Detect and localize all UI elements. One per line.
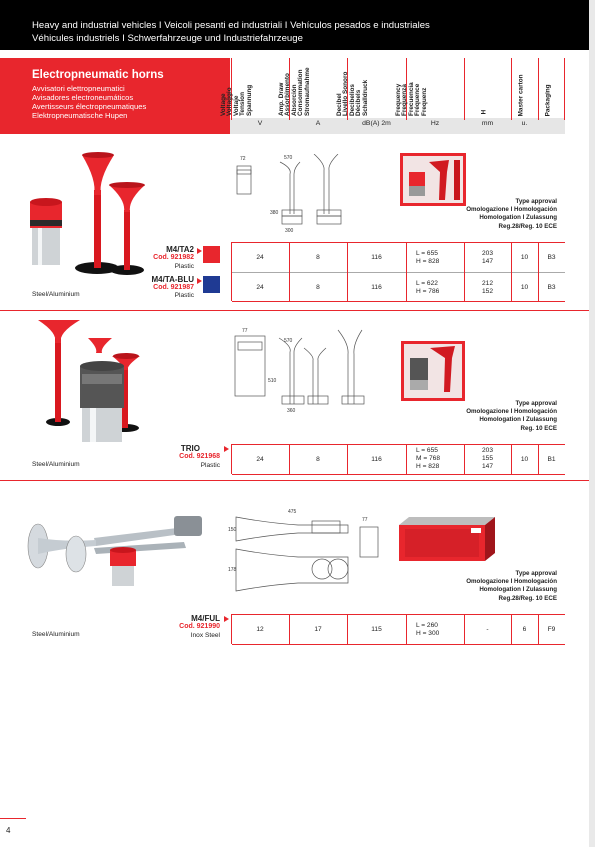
cell-frequency (416, 250, 439, 266)
packaging-box-image (399, 152, 467, 207)
type-approval-reg: Reg.28/Reg. 10 ECE (498, 594, 557, 602)
cell-voltage: 24 (256, 456, 264, 463)
product-material-tag: Inox Steel (190, 632, 220, 639)
freq-line: L = 622 (416, 280, 438, 287)
col-label: Décibels (355, 89, 363, 116)
cell-db: 116 (371, 254, 382, 261)
row-divider (232, 474, 565, 475)
col-label: Tension (238, 91, 246, 116)
cell-pack: F9 (547, 626, 556, 633)
type-approval-langs: Homologation I Zulassung (479, 214, 557, 222)
dim-label: 72 (240, 156, 246, 162)
col-divider (289, 614, 290, 644)
cell-frequency (416, 622, 439, 638)
col-label: Amp. Draw (277, 82, 285, 116)
freq-line: H = 828 (416, 258, 440, 265)
dim-label: 77 (362, 517, 368, 523)
section-subtitle: Avisadores electroneumáticos (32, 93, 134, 102)
row-divider (232, 242, 565, 243)
type-approval-block (466, 198, 557, 231)
technical-drawing (232, 154, 357, 234)
dim-label: 178 (228, 567, 237, 573)
cell-carton: 10 (520, 254, 529, 261)
product-code: Cod. 921990 (179, 623, 220, 630)
section-divider (0, 310, 589, 311)
section-title: Electropneumatic horns (32, 69, 164, 81)
page-number: 4 (6, 826, 11, 835)
twin-horn-compressor-image (22, 150, 152, 280)
col-label: Schalldruck (361, 79, 369, 116)
dim-label: 300 (285, 228, 294, 234)
cell-voltage: 24 (256, 254, 264, 261)
technical-drawing (228, 505, 393, 605)
header-line-1: Heavy and industrial vehicles I Veicoli pesanti ed industriali I Vehículos pesados e industriales (32, 20, 430, 31)
cell-carton: 10 (520, 284, 529, 291)
col-divider (464, 444, 465, 474)
type-approval-title: Type approval (515, 400, 557, 407)
h-line: 212 (481, 280, 493, 287)
col-label: Frequenz (420, 87, 428, 116)
product-material-tag: Plastic (200, 462, 220, 469)
dim-label: 77 (242, 328, 248, 334)
row-divider (232, 272, 565, 273)
cell-h (464, 280, 511, 296)
cell-db: 116 (371, 284, 382, 291)
unit-frequency: Hz (430, 120, 440, 127)
packaging-box-image (400, 340, 466, 402)
product-code: Cod. 921968 (179, 453, 220, 460)
col-divider (231, 242, 232, 301)
freq-line: L = 655 (416, 250, 438, 257)
col-label: Voltage (219, 93, 227, 116)
row-divider (232, 614, 565, 615)
chrome-horn-compressor-image (24, 506, 204, 606)
color-swatch-blue (203, 276, 220, 293)
unit-decibel: dB(A) 2m (362, 120, 391, 127)
product-model: M4/TA2 (166, 245, 194, 254)
col-divider (347, 242, 348, 301)
cell-db: 115 (371, 626, 382, 633)
cell-pack: B3 (547, 284, 556, 291)
cell-h (464, 250, 511, 266)
col-divider (511, 614, 512, 644)
header-line-2: Véhicules industriels I Schwerfahrzeuge und Industriefahrzeuge (32, 33, 303, 44)
cell-amp: 8 (316, 284, 320, 291)
trio-horn-compressor-image (30, 318, 160, 448)
col-divider (511, 444, 512, 474)
col-frequency (394, 58, 464, 120)
top-banner (0, 0, 595, 50)
unit-amp: A (315, 120, 321, 127)
type-approval-langs: Homologation I Zulassung (479, 586, 557, 594)
col-divider (511, 242, 512, 301)
col-divider (538, 614, 539, 644)
type-approval-block (466, 570, 557, 603)
row-divider (232, 301, 565, 302)
cell-voltage: 24 (256, 284, 264, 291)
dim-label: 360 (287, 408, 296, 414)
col-divider (538, 242, 539, 301)
col-label: Stromaufnahme (303, 67, 311, 116)
section-header (0, 58, 230, 134)
dim-label: 570 (284, 338, 293, 344)
col-label: Frequenza (400, 84, 408, 116)
cell-pack: B1 (547, 456, 556, 463)
color-swatch-red (203, 246, 220, 263)
row-arrow-icon (224, 446, 229, 452)
col-divider (538, 444, 539, 474)
col-label: Absorción (290, 84, 298, 116)
freq-line: L = 655 (416, 447, 438, 454)
cell-h: - (486, 626, 489, 633)
product-code: Cod. 921982 (153, 254, 194, 261)
row-arrow-icon (224, 616, 229, 622)
col-label: Fréquence (413, 83, 421, 116)
col-label: Voltaggio (225, 87, 233, 116)
type-approval-langs: Omologazione I Homologación (466, 578, 557, 586)
col-label: Decibelios (348, 84, 356, 116)
product-material-tag: Plastic (174, 292, 194, 299)
packaging-box-image (397, 515, 497, 565)
unit-h: mm (481, 120, 494, 127)
type-approval-reg: Reg.28/Reg. 10 ECE (498, 222, 557, 230)
material-label: Steel/Aluminium (32, 461, 80, 468)
col-packaging (538, 58, 565, 120)
freq-line: M = 768 (416, 455, 441, 462)
dim-label: 475 (288, 509, 297, 515)
col-label: Frequency (394, 83, 402, 116)
type-approval-title: Type approval (515, 570, 557, 577)
freq-line: H = 828 (416, 463, 440, 470)
row-divider (232, 444, 565, 445)
col-divider (464, 614, 465, 644)
dim-label: 380 (270, 210, 279, 216)
h-line: 147 (481, 258, 493, 265)
col-divider (347, 444, 348, 474)
col-divider (464, 242, 465, 301)
product-model: M4/TA-BLU (151, 275, 194, 284)
type-approval-title: Type approval (515, 198, 557, 205)
cell-frequency (416, 280, 439, 296)
col-divider (406, 444, 407, 474)
col-label: Assorbimento (283, 73, 291, 116)
page-edge (589, 0, 595, 847)
col-label: Spannung (245, 84, 253, 116)
cell-carton: 10 (520, 456, 529, 463)
h-line: 203 (481, 447, 493, 454)
cell-carton: 6 (522, 626, 527, 633)
row-arrow-icon (197, 278, 202, 284)
col-label: Packaging (544, 84, 552, 116)
h-line: 203 (481, 250, 493, 257)
freq-line: H = 300 (416, 630, 440, 637)
freq-line: H = 786 (416, 288, 440, 295)
col-divider (406, 614, 407, 644)
cell-h (464, 447, 511, 471)
section-subtitle: Avertisseurs électropneumatiques (32, 102, 147, 111)
cell-voltage: 12 (256, 626, 264, 633)
product-model: TRIO (180, 444, 200, 453)
freq-line: L = 260 (416, 622, 438, 629)
col-divider (231, 444, 232, 474)
product-material-tag: Plastic (174, 263, 194, 270)
dim-label: 510 (268, 378, 277, 384)
col-divider (289, 242, 290, 301)
cell-amp: 8 (316, 254, 320, 261)
type-approval-langs: Homologation I Zulassung (479, 416, 557, 424)
row-divider (232, 644, 565, 645)
col-divider (289, 444, 290, 474)
cell-frequency (416, 447, 440, 471)
col-label: Master carton (517, 74, 525, 116)
col-master-carton (511, 58, 538, 120)
h-line: 152 (481, 288, 493, 295)
cell-db: 116 (371, 456, 382, 463)
col-h (464, 58, 511, 120)
col-divider (231, 614, 232, 644)
section-divider (0, 480, 589, 481)
col-label: Voltaje (232, 95, 240, 116)
section-subtitle: Elektropneumatische Hupen (32, 111, 128, 120)
cell-pack: B3 (547, 254, 556, 261)
col-divider (406, 242, 407, 301)
page-number-rule (0, 818, 26, 819)
technical-drawing (232, 324, 372, 414)
material-label: Steel/Aluminium (32, 291, 80, 298)
unit-voltage: V (257, 120, 263, 127)
section-subtitle: Avvisatori elettropneumatici (32, 84, 125, 93)
col-label: Consommation (296, 69, 304, 116)
col-label: H (480, 109, 488, 114)
cell-amp: 8 (316, 456, 320, 463)
unit-carton: u. (521, 120, 528, 127)
col-label: Decibel (335, 93, 343, 116)
dim-label: 150 (228, 527, 237, 533)
col-label: Frecuencia (407, 82, 415, 116)
product-code: Cod. 921987 (153, 284, 194, 291)
dim-label: 570 (284, 155, 293, 161)
h-line: 147 (481, 463, 493, 470)
type-approval-langs: Omologazione I Homologación (466, 408, 557, 416)
material-label: Steel/Aluminium (32, 631, 80, 638)
cell-amp: 17 (314, 626, 322, 633)
col-label: Livello Sonoro (342, 71, 350, 116)
row-arrow-icon (197, 248, 202, 254)
type-approval-langs: Omologazione I Homologación (466, 206, 557, 214)
product-model: M4/FUL (191, 614, 220, 623)
h-line: 155 (481, 455, 493, 462)
col-divider (347, 614, 348, 644)
type-approval-block (466, 400, 557, 433)
type-approval-reg: Reg. 10 ECE (520, 424, 557, 432)
